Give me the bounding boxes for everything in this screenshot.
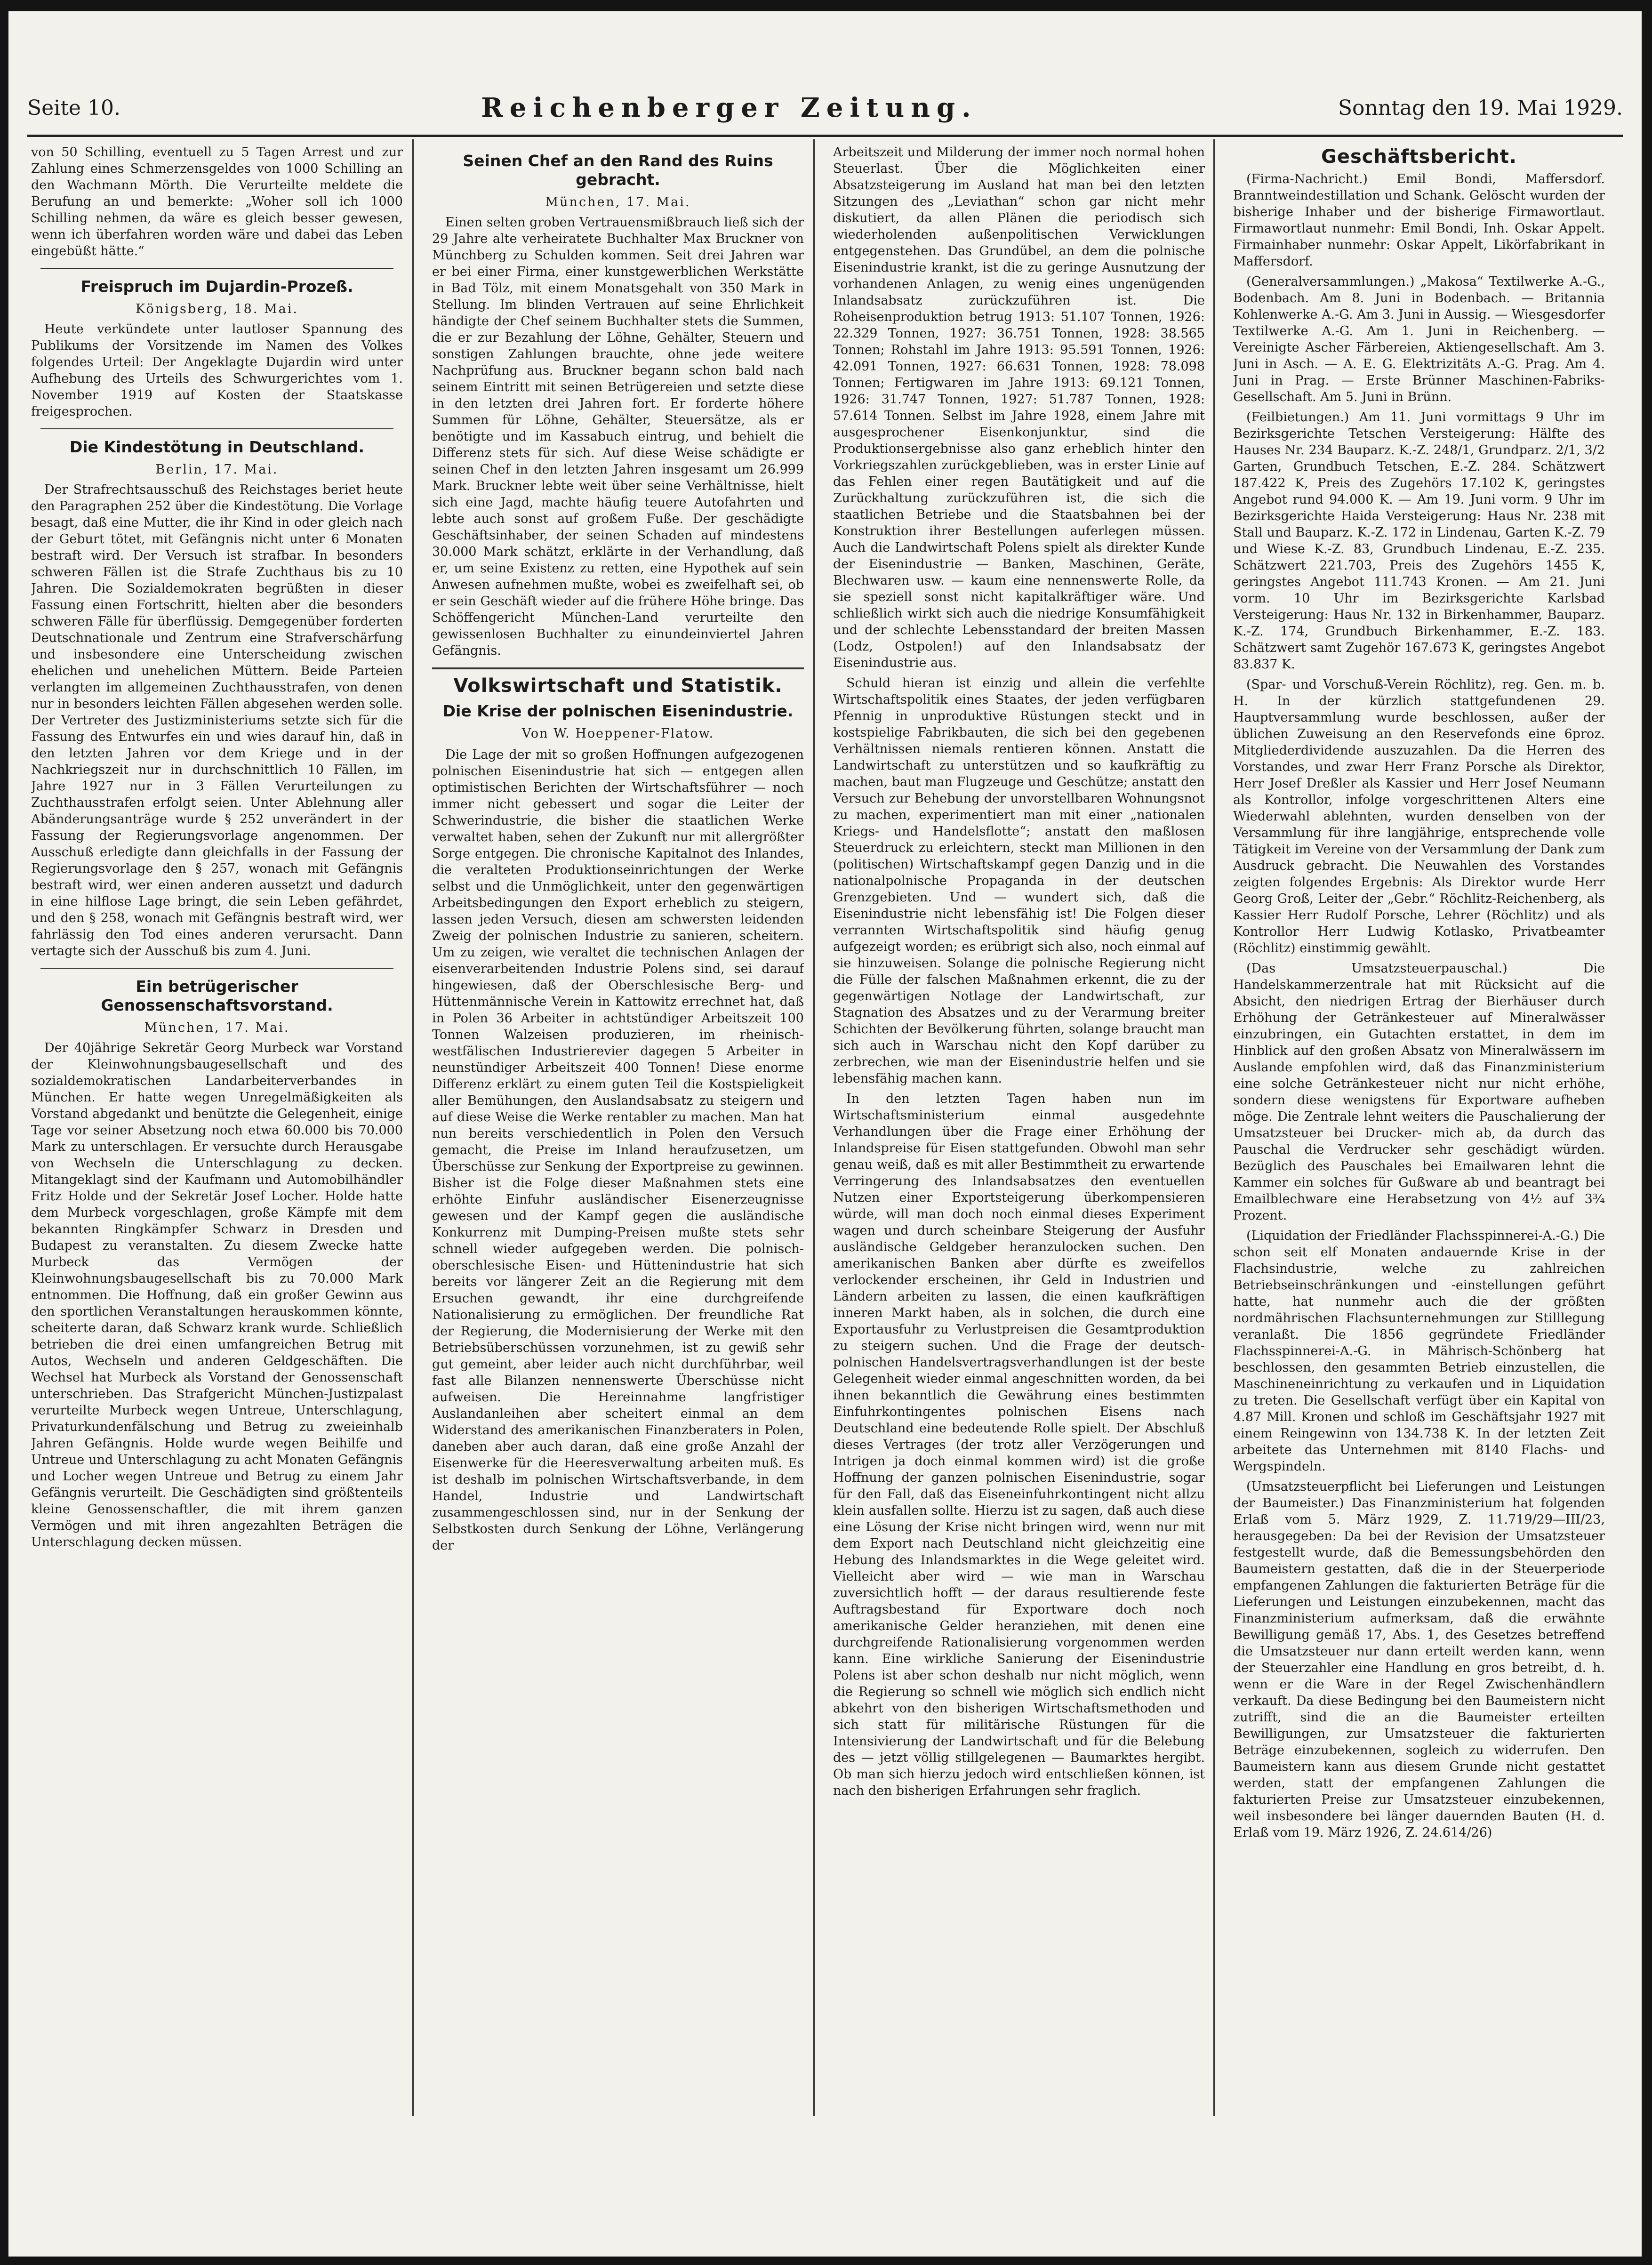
issue-date: Sonntag den 19. Mai 1929.: [1338, 96, 1623, 120]
dateline: Königsberg, 18. Mai.: [136, 302, 298, 316]
headline-kindestoetung: Die Kindestötung in Deutschland.: [69, 438, 365, 456]
article-body: In den letzten Tagen haben nun im Wirtschaftsministerium einmal ausgedehnte Verhandlungen über die Frage einer Erhöhung der Inlandspreise für Eisen stattgefunden. Obwohl man sehr genau weiß, daß es mit aller Bestimmtheit zu erwartende Verringerung des Inlandsabsatzes den eventuellen Nutzen einer Exportsteigerung überkompensieren würde, will man doch noch einmal dieses Experiment wagen und durch scheinbare Steigerung der Ausfuhr ausländische Geldgeber heranzulocken suchen. Den amerikanischen Banken aber dürfte es zweifellos verlockender erscheinen, ihr Geld in Industrien und Ländern arbeiten zu lassen, die einen kaufkräftigen inneren Markt haben, als in solchen, die durch eine Exportausfuhr zu Verlustpreisen die Gesamtproduktion zu steigern suchen. Und die Frage der deutsch-polnischen Handelsvertragsverhandlungen ist der beste Gelegenheit wieder einmal angeschnitten worden, da bei ihnen bekanntlich die Gewährung eines bestimmten Einfuhrkontingentes polnischen Eisens nach Deutschland eine bedeutende Rolle spielt. Der Abschluß dieses Vertrages (der trotz aller Verzögerungen und Intrigen ja doch einmal kommen wird) ist die große Hoffnung der ganzen polnischen Eisenindustrie, sogar für den Fall, daß das Eiseneinfuhrkontingent nicht allzu klein ausfallen sollte. Hierzu ist zu sagen, daß auch diese eine Lösung der Krise nicht bringen wird, wenn nur mit dem Export nach Deutschland nicht gleichzeitig eine Hebung des Inlandsmarktes in die Wege geleitet wird. Vielleicht aber wird — wie man in Warschau zuversichtlich hofft — der daraus resultierende feste Auftragsbestand für Exportware doch noch amerikanische Gelder heranziehen, mit denen eine durchgreifende Rationalisierung vorgenommen werden kann. Eine wirkliche Sanierung der Eisenindustrie Polens ist aber schon deshalb nur nicht möglich, wenn die Regierung so schnell wie möglich sich endlich nicht abkehrt von den bisherigen Wirtschaftsmethoden und sich statt für militärische Rüstungen für die Intensivierung der Landwirtschaft und für die Belebung des — jetzt völlig stillgelegenen — Baumarktes hergibt. Ob man sich hierzu jedoch wird entschließen können, ist nach den bisherigen Erfahrungen sehr fraglich.: [833, 1092, 1205, 1798]
column-1: [31, 144, 403, 2097]
headline-genossenschaft: Ein betrügerischer Genossenschaftsvorstand.: [101, 977, 333, 1014]
masthead: [27, 82, 1623, 134]
article-divider: [40, 968, 393, 969]
masthead-rule: [27, 135, 1623, 137]
article-divider: [40, 268, 393, 269]
notice-generalversammlungen: (Generalversammlungen.) „Makosa“ Textilwerke A.-G., Bodenbach. Am 8. Juni in Bodenbach. — Britannia Kohlenwerke A.-G. Am 3. Juni in Aussig. — Wiesgesdorfer Textilwerke A.-G. Am 1. Juni in Reichenberg. — Vereinigte Ascher Färbereien, Aktiengesellschaft. Am 3. Juni in Asch. — A. E. G. Elektrizitäts A.-G. Prag. Am 4. Juni in Prag. — Erste Brünner Maschinen-Fabriks-Gesellschaft. Am 5. Juni in Brünn.: [1233, 274, 1605, 404]
notice-flachsspinnerei: (Liquidation der Friedländer Flachsspinnerei-A.-G.) Die schon seit elf Monaten andauernde Krise in der Flachsindustrie, welche zu zahlreichen Betriebseinschränkungen und -einstellungen geführt hatte, hat nunmehr auch die der größten nordmährischen Flachsunternehmungen zur Stilllegung veranlaßt. Die 1856 gegründete Friedländer Flachsspinnerei-A.-G. in Mährisch-Schönberg hat beschlossen, den gesammten Betrieb einzustellen, die Maschineneinrichtung zu verkaufen und in Liquidation zu treten. Die Gesellschaft verfügt über ein Kapital von 4.87 Mill. Kronen und schloß im Geschäftsjahr 1927 mit einem Reingewinn von 134.738 K. In der letzten Zeit arbeitete das Unternehmen mit 8140 Flachs- und Wergspindeln.: [1233, 1229, 1605, 1474]
notice-baumeister: (Umsatzsteuerpflicht bei Lieferungen und Leistungen der Baumeister.) Das Finanzministerium hat folgenden Erlaß vom 5. März 1929, Z. 11.719/29—III/23, herausgegeben: Da bei der Revision der Umsatzsteuer festgestellt wurde, daß die Bemessungsbehörden den Baumeistern gestatten, daß die in der Steuerperiode empfangenen Zahlungen die fakturierten Beträge für die Lieferungen und Leistungen einzubekennen, macht das Finanzministerium aufmerksam, daß die erwähnte Bewilligung gemäß 17, Abs. 1, des Gesetzes betreffend die Umsatzsteuer nur dann erteilt werden kann, wenn der Steuerzahler eine Handlung en gros betreibt, d. h. wenn er die Ware in der Regel Zwischenhändlern verkauft. Da diese Bedingung bei den Baumeistern nicht zutrifft, sind die an die Baumeister erteilten Bewilligungen, zur Umsatzsteuer die fakturierten Beträge einzubekennen, sogleich zu widerrufen. Den Baumeistern kann aus diesem Grunde nicht gestattet werden, statt der empfangenen Zahlungen die fakturierten Preise zur Umsatzsteuer einzubekennen, weil insbesondere bei länger dauernden Bauten (H. d. Erlaß vom 19. März 1926, Z. 24.614/26): [1233, 1479, 1605, 1840]
article-body: Schuld hieran ist einzig und allein die verfehlte Wirtschaftspolitik eines Staates, der jeden verfügbaren Pfennig in unproduktive Rüstungen steckt und in kostspielige Fabrikbauten, die sich bei den gegebenen Verhältnissen niemals rentieren können. Anstatt die Landwirtschaft zu unterstützen und so kaufkräftig zu machen, baut man Flugzeuge und Geschütze; anstatt den Versuch zur Behebung der unvorstellbaren Wohnungsnot zu machen, experimentiert man mit einer „nationalen Kriegs- und Handelsflotte“; anstatt den maßlosen Steuerdruck zu erleichtern, steckt man Millionen in den (politischen) Wirtschaftskampf gegen Danzig und in die nationalpolnische Propaganda in der deutschen Grenzgebieten. Und — wundert sich, daß die Eisenindustrie nicht lebensfähig ist! Die Folgen dieser verrannten Wirtschaftspolitik sind häufig genug aufgezeigt worden; es erübrigt sich also, noch einmal auf sie hinzuweisen. Solange die polnische Regierung nicht die Fülle der falschen Maßnahmen erkennt, die zu der gegenwärtigen Notlage der Landwirtschaft, zur Stagnation des Absatzes und zu der Verarmung breiter Schichten der Bevölkerung führten, solange braucht man sich auch in Warschau nicht den Kopf darüber zu zerbrechen, wie man der Eisenindustrie helfen und sie lebensfähig machen kann.: [833, 676, 1205, 1086]
dateline: München, 17. Mai.: [144, 1020, 290, 1035]
column-2: [432, 144, 804, 2097]
article-body: Die Lage der mit so großen Hoffnungen aufgezogenen polnischen Eisenindustrie hat sich — entgegen allen optimistischen Berichten der Wirtschaftsführer — noch immer nicht gebessert und sogar die Leiter der Schwerindustrie, die bisher die staatlichen Werke verwaltet haben, sehen der Zukunft nur mit allergrößter Sorge entgegen. Die chronische Kapitalnot des Inlandes, die veralteten Produktionseinrichtungen der Werke selbst und die Unmöglichkeit, unter den gegenwärtigen Arbeitsbedingungen den Export erheblich zu steigern, lassen jeden Versuch, diesen am schwersten leidenden Zweig der polnischen Industrie zu sanieren, scheitern. Um zu zeigen, wie veraltet die technischen Anlagen der eisenverarbeitenden Industrie Polens sind, sei darauf hingewiesen, daß der Oberschlesische Berg- und Hüttenmännische Verein in Kattowitz errechnet hat, daß in Polen 36 Arbeiter in achtstündiger Arbeitszeit 100 Tonnen Walzeisen produzieren, im rheinisch-westfälischen Industrierevier dagegen 5 Arbeiter in neunstündiger Arbeitszeit 400 Tonnen! Diese enorme Differenz erklärt zu einem guten Teil die Kostspieligkeit aller Bemühungen, den Auslandsabsatz zu steigern und auf diese Weise die Werke rentabler zu machen. Man hat nun bereits verschiedentlich in Polen den Versuch gemacht, die Preise im Inland heraufzusetzen, um Überschüsse zur Senkung der Exportpreise zu gewinnen. Bisher ist die Folge dieser Maßnahmen stets eine erhöhte Einfuhr ausländischer Eisenerzeugnisse gewesen und der Kampf gegen die ausländische Konkurrenz mit Dumping-Preisen mußte stets sehr schnell wieder aufgegeben werden. Die polnisch-oberschlesische Eisen- und Hüttenindustrie hat sich bereits vor längerer Zeit an die Regierung mit dem Ersuchen gewandt, ihr eine durchgreifende Nationalisierung zu ermöglichen. Der freundliche Rat der Regierung, die Modernisierung der Werke mit den Betriebsüberschüssen vorzunehmen, ist zu gewiß sehr gut gemeint, aber leider auch nicht durchführbar, weil fast alle Bilanzen nennenswerte Überschüsse nicht aufweisen. Die Hereinnahme langfristiger Auslandanleihen aber scheitert einmal an dem Widerstand des amerikanischen Finanzberaters in Polen, daneben aber auch daran, daß eine große Anzahl der Eisenwerke für die Heeresverwaltung arbeiten muß. Es ist deshalb im polnischen Wirtschaftsverbande, in dem Handel, Industrie und Landwirtschaft zusammengeschlossen sind, nur in der Senkung der Selbstkosten durch Senkung der Löhne, Verlängerung der: [432, 747, 804, 1553]
newspaper-title: Reichenberger Zeitung.: [481, 92, 978, 123]
headline-chef-ruin: Seinen Chef an den Rand des Ruins gebracht.: [463, 152, 773, 189]
column-3: [833, 144, 1205, 2097]
column-4: [1233, 144, 1605, 2097]
column-divider: [412, 139, 414, 2116]
article-body: Der Strafrechtsausschuß des Reichstages beriet heute den Paragraphen 252 über die Kindestötung. Die Vorlage besagt, daß eine Mutter, die ihr Kind in oder gleich nach der Geburt tötet, mit Gefängnis nicht unter 6 Monaten bestraft wird. Der Versuch ist strafbar. In besonders schweren Fällen ist die Strafe Zuchthaus bis zu 10 Jahren. Die Sozialdemokraten begrüßten in dieser Fassung einen Fortschritt, hielten aber die besonders schweren Fälle für überflüssig. Demgegenüber forderten Deutschnationale und Zentrum eine Strafverschärfung und insbesondere eine Unterscheidung zwischen ehelichen und unehelichen Müttern. Beide Parteien verlangten im allgemeinen Zuchthausstrafen, von denen nur in besonders leichten Fällen abgesehen werden solle. Der Vertreter des Justizministeriums setzte sich für die Fassung des Entwurfes ein und wies darauf hin, daß in den letzten Jahren vor dem Kriege und in der Nachkriegszeit nur in durchschnittlich 10 Fällen, im Jahre 1927 nur in 3 Fällen Verurteilungen zu Zuchthausstrafen erfolgt seien. Unter Ablehnung aller Abänderungsanträge wurde § 252 unverändert in der Fassung der Regierungsvorlage angenommen. Der Ausschuß erledigte dann gleichfalls in der Fassung der Regierungsvorlage den § 257, wonach mit Gefängnis bestraft wird, wer einen anderen aussetzt und dadurch in eine hilflose Lage bringt, die sein Leben gefährdet, und den § 258, wonach mit Gefängnis bestraft wird, wer fahrlässig den Tod eines anderen verursacht. Dann vertagte sich der Ausschuß bis zum 4. Juni.: [31, 482, 403, 958]
headline-eisenindustrie: Die Krise der polnischen Eisenindustrie.: [442, 702, 794, 720]
notice-feilbietungen: (Feilbietungen.) Am 11. Juni vormittags 9 Uhr im Bezirksgerichte Tetschen Versteigerung: Hälfte des Hauses Nr. 234 Bauparz. K.-Z. 248/1, Grundparz. 2/1, 3/2 Garten, Grundbuch Tetschen, E.-Z. 284. Schätzwert 187.422 K, Preis des Zugehörs 17.102 K, geringstes Angebot rund 94.000 K. — Am 19. Juni vorm. 9 Uhr im Bezirksgerichte Haida Versteigerung: Haus Nr. 238 mit Stall und Bauparz. K.-Z. 172 in Lindenau, Garten K.-Z. 79 und Wiese K.-Z. 83, Grundbuch Lindenau, E.-Z. 235. Schätzwert 221.703, Preis des Zugehörs 1455 K, geringstes Angebot 111.743 Kronen. — Am 21. Juni vorm. 10 Uhr im Bezirksgerichte Karlsbad Versteigerung: Haus Nr. 132 in Birkenhammer, Bauparz. K.-Z. 174, Grundbuch Birkenhammer, E.-Z. 183. Schätzwert samt Zugehör 167.673 K, geringstes Angebot 83.837 K.: [1233, 410, 1605, 672]
notice-umsatzsteuerpauschal: (Das Umsatzsteuerpauschal.) Die Handelskammerzentrale hat mit Rücksicht auf die Absicht, den niedrigen Ertrag der Bierhäuser durch Erhöhung der Getränkesteuer auf Mineralwässer einzubringen, ein Gutachten erstattet, in dem im Hinblick auf den großen Absatz von Mineralwässern im Auslande empfohlen wird, daß das Finanzministerium eine solche Getränkesteuer nicht nur nicht erhöhe, sondern diese wenigstens für Exportware aufheben möge. Die Zentrale lehnt weiters die Pauschalierung der Umsatzsteuer bei Drucker- mich ab, da durch das Pauschal die Verdrucker sehr geschädigt würden. Bezüglich des Pauschales bei Emailwaren lehnt die Kammer ein solches für Gußware ab und beantragt bei Emailblechware eine Herabsetzung von 4½ auf 3¾ Prozent.: [1233, 961, 1605, 1223]
article-divider: [40, 428, 393, 429]
section-heading-geschaeftsbericht: Geschäftsbericht.: [1321, 146, 1517, 168]
section-heading-volkswirtschaft: Volkswirtschaft und Statistik.: [453, 675, 783, 697]
dateline: Berlin, 17. Mai.: [155, 462, 279, 477]
byline: Von W. Hoeppener-Flatow.: [521, 726, 714, 741]
newspaper-page: [8, 11, 1642, 2257]
page-number: Seite 10.: [27, 96, 120, 120]
article-continuation: Arbeitszeit und Milderung der immer noch normal hohen Steuerlast. Über die Möglichkeiten einer Absatzsteigerung im Ausland hat man bei den letzten Sitzungen des „Leviathan“ schon gar nicht mehr diskutiert, da allen Plänen die periodisch sich wiederholenden außenpolitischen Verwicklungen entgegenstehen. Das Grundübel, an dem die polnische Eisenindustrie krankt, ist die zu geringe Ausnutzung der vorhandenen Anlagen, zu wenig eines ungenügenden Inlandsabsatz zurückzuführen ist. Die Roheisenproduktion betrug 1913: 51.107 Tonnen, 1926: 22.329 Tonnen, 1927: 36.751 Tonnen, 1928: 38.565 Tonnen; Rohstahl im Jahre 1913: 95.591 Tonnen, 1926: 42.091 Tonnen, 1927: 66.631 Tonnen, 1928: 78.098 Tonnen; Fertigwaren im Jahre 1913: 69.121 Tonnen, 1926: 31.747 Tonnen, 1927: 51.787 Tonnen, 1928: 57.614 Tonnen. Selbst im Jahre 1928, einem Jahre mit ausgesprochener Eisenkonjunktur, sind die Produktionsergebnisse also ganz erheblich hinter den Vorkriegszahlen zurückgeblieben, was in erster Linie auf das Fehlen einer regen Bautätigkeit und auf die Zurückhaltung zurückzuführen ist, die sich die staatlichen Betriebe und die Staatsbahnen bei der Konstruktion ihrer Bestellungen auferlegen müssen. Auch die Landwirtschaft Polens spielt als direkter Kunde der Eisenindustrie — Banken, Maschinen, Geräte, Blechwaren usw. — kaum eine nennenswerte Rolle, da sie speziell sonst nicht kapitalkräftiger wäre. Und schließlich wirkt sich auch die niedrige Konsumfähigkeit und der schlechte Lebensstandard der breiten Massen (Lodz, Ostpolen!) auf den Inlandsabsatz der Eisenindustrie aus.: [833, 145, 1205, 670]
article-body: Der 40jährige Sekretär Georg Murbeck war Vorstand der Kleinwohnungsbaugesellschaft und des sozialdemokratischen Landarbeiterverbandes in München. Er hatte wegen Unregelmäßigkeiten als Vorstand abgedankt und benützte die Gelegenheit, einige Tage vor seiner Absetzung noch etwa 60.000 bis 70.000 Mark zu unterschlagen. Er versuchte durch Herausgabe von Wechseln die Unterschlagung zu decken. Mitangeklagt sind der Kaufmann und Automobilhändler Fritz Holde und der Sekretär Josef Locher. Holde hatte dem Murbeck vorgeschlagen, große Kämpfe mit dem bekannten Ringkämpfer Schwarz in Dresden und Budapest zu veranstalten. Zu diesem Zwecke hatte Murbeck das Vermögen der Kleinwohnungsbaugesellschaft bis zu 70.000 Mark entnommen. Die Hoffnung, daß ein großer Gewinn aus den sportlichen Veranstaltungen herauskommen könnte, scheiterte daran, daß Schwarz krank wurde. Schließlich betrieben die drei einen umfangreichen Betrug mit Autos, Wechseln und anderen Geldgeschäften. Die Wechsel hat Murbeck als Vorstand der Genossenschaft unterschrieben. Das Strafgericht München-Justizpalast verurteilte Murbeck wegen Untreue, Unterschlagung, Privaturkundenfälschung und Betrug zu zweieinhalb Jahren Gefängnis. Holde wurde wegen Beihilfe und Untreue und Unterschlagung zu acht Monaten Gefängnis und Locher wegen Untreue und Betrug zu einem Jahr Gefängnis verurteilt. Die Geschädigten sind größtenteils kleine Genossenschaftler, die mit ihrem ganzen Vermögen und mit ihren angezahlten Beträgen die Unterschlagung decken müssen.: [31, 1041, 403, 1550]
section-divider: [432, 667, 804, 669]
notice-spar-verein: (Spar- und Vorschuß-Verein Röchlitz), reg. Gen. m. b. H. In der kürzlich stattgefundenen 29. Hauptversammlung wurde beschlossen, außer der üblichen Zuweisung an den Reservefonds eine 6proz. Mitgliederdividende auszuzahlen. Da die Herren des Vorstandes, und zwar Herr Franz Porsche als Direktor, Herr Josef Dreßler als Kassier und Herr Josef Neumann als Kontrollor, infolge vorgeschrittenen Alters eine Wiederwahl ablehnten, wurden denselben von der Versammlung für ihre langjährige, entsprechende volle Tätigkeit im Vereine von der Versammlung der Dank zum Ausdruck gebracht. Die Neuwahlen des Vorstandes zeigten folgendes Ergebnis: Als Direktor wurde Herr Georg Groß, Leiter der „Gebr.“ Röchlitz-Reichenberg, als Kassier Herr Rudolf Porsche, Lehrer (Röchlitz) und als Kontrollor Herr Ludwig Kotlasko, Privatbeamter (Röchlitz) einstimmig gewählt.: [1233, 677, 1605, 956]
notice-firma: (Firma-Nachricht.) Emil Bondi, Maffersdorf. Branntweindestillation und Schank. Gelöscht wurden der bisherige Inhaber und der bisherige Firmawortlaut. Firmawortlaut nunmehr: Emil Bondi, Inh. Oskar Appelt. Firmainhaber nunmehr: Oskar Appelt, Likörfabrikant in Maffersdorf.: [1233, 172, 1605, 269]
article-body: Einen selten groben Vertrauensmißbrauch ließ sich der 29 Jahre alte verheiratete Buchhalter Max Bruckner von Münchberg zu Schulden kommen. Seit drei Jahren war er bei einer Firma, einer kunstgewerblichen Werkstätte in Bad Tölz, mit einem Monatsgehalt von 350 Mark in Stellung. Im blinden Vertrauen auf seine Ehrlichkeit händigte der Chef seinem Buchhalter stets die Summen, die er zur Bezahlung der Löhne, Gehälter, Steuern und sonstigen Zahlungen brauchte, ohne jede weitere Nachprüfung aus. Bruckner begann schon bald nach seinem Eintritt mit seinen Betrügereien und setzte diese in den letzten drei Jahren fort. Er forderte höhere Summen für Löhne, Gehälter, Steuersätze, als er benötigte und im Kassabuch eintrug, und behielt die Differenz stets für sich. Auf diese Weise schädigte er seinen Chef in den letzten Jahren insgesamt um 26.999 Mark. Bruckner lebte weit über seine Verhältnisse, hielt sich eine Jagd, machte häufig teuere Autofahrten und lebte auch sonst auf großem Fuße. Der geschädigte Geschäftsinhaber, der seinen Schaden auf mindestens 30.000 Mark schätzt, erklärte in der Verhandlung, daß er, um seine Existenz zu retten, eine Hypothek auf sein Anwesen aufnehmen mußte, wobei es zweifelhaft sei, ob er sein Geschäft wieder auf die frühere Höhe bringe. Das Schöffengericht München-Land verurteilte den gewissenlosen Buchhalter zu einundeinviertel Jahren Gefängnis.: [432, 215, 804, 658]
article-continuation: von 50 Schilling, eventuell zu 5 Tagen Arrest und zur Zahlung eines Schmerzensgeldes von 1000 Schilling an den Wachmann Mörth. Die Verurteilte meldete die Berufung an und bemerkte: „Woher soll ich 1000 Schilling nehmen, da wäre es gleich besser gewesen, wenn ich überfahren worden wäre und dabei das Leben eingebüßt hätte.“: [31, 145, 403, 258]
article-body: Heute verkündete unter lautloser Spannung des Publikums der Vorsitzende im Namen des Volkes folgendes Urteil: Der Angeklagte Dujardin wird unter Aufhebung des Urteils des Schwurgerichtes vom 1. November 1919 auf Kosten der Staatskasse freigesprochen.: [31, 322, 403, 419]
headline-dujardin: Freispruch im Dujardin-Prozeß.: [80, 277, 353, 296]
dateline: München, 17. Mai.: [545, 195, 691, 209]
column-divider: [813, 139, 815, 2116]
column-divider: [1213, 139, 1215, 2116]
